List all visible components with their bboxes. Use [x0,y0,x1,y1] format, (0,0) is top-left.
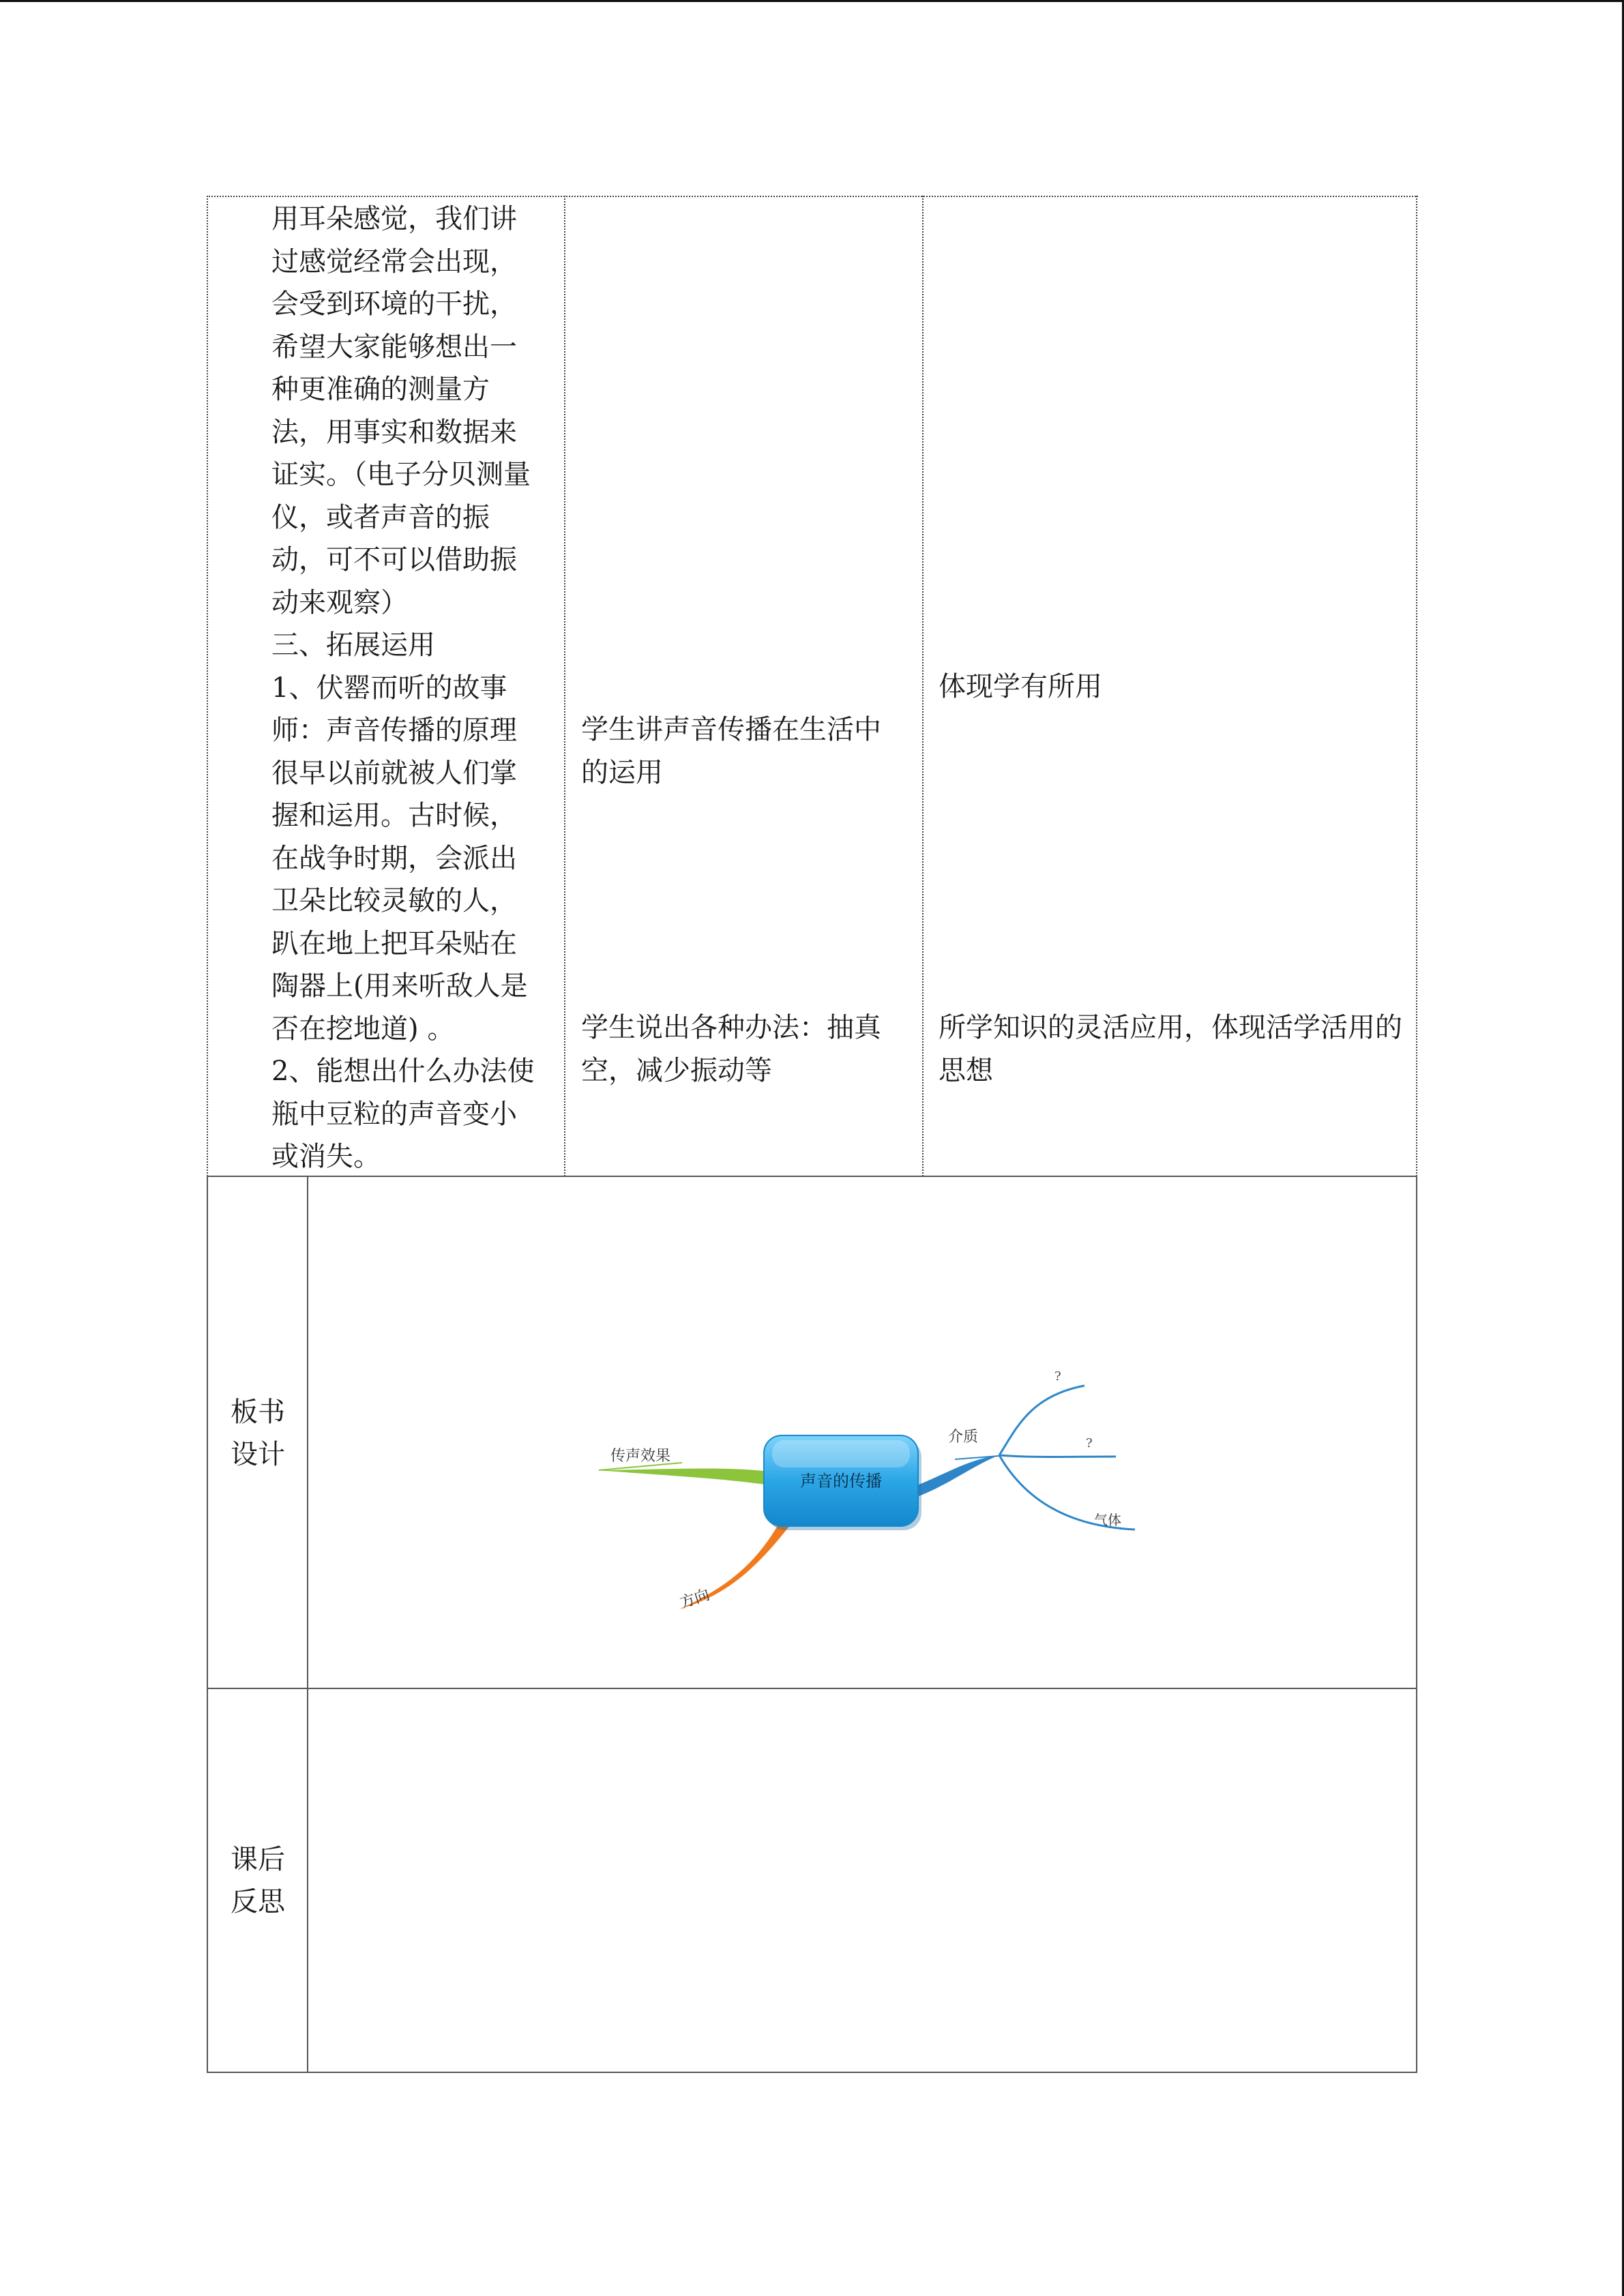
mindmap-label-bottom: 方向 [678,1586,712,1612]
mindmap-center-highlight [772,1440,910,1467]
table-left-border-upper [207,196,208,1176]
board-design-label: 板书 设计 [231,1397,285,1470]
mindmap-label-sub-top: ? [1054,1369,1061,1384]
mindmap-branch-right [914,1455,999,1497]
mindmap-diagram [587,1357,1160,1630]
design-intent-text-1: 体现学有所用 [939,671,1102,702]
table-right-border-upper [1416,196,1417,1176]
student-activity-text-2: 学生说出各种办法：抽真 空，减少振动等 [581,1012,881,1086]
teaching-process-text: 用耳朵感觉，我们讲 过感觉经常会出现， 会受到环境的干扰， 希望大家能够想出一 种更准确的测量方 法，用事实和数据来 证实。（电子分贝测量 仪，或者声音的振 动，可不可以借助振 动来观察） 三、拓展运用 1、伏罂而听的故事 师：声音传播的原理 很早以前就被人们掌 握和运用。古时候， 在战争时期，会派出 卫朵比较灵敏的人， 趴在地上把耳朵贴在 陶器上(用来听敌人是 否在挖地道) 。 2、能想出什么办法使 瓶中豆粒的声音变小 或消失。 [271,203,535,1172]
table-bottom-border [207,2072,1417,2073]
design-intent-text-2: 所学知识的灵活应用，体现活学活用的 思想 [939,1012,1402,1086]
table-top-border [207,196,1418,197]
column-divider-2 [922,196,924,1176]
table-left-border-lower [207,1176,208,2073]
mindmap-label-sub-bottom: 气体 [1094,1512,1121,1528]
mindmap-label-right: 介质 [948,1429,979,1446]
mindmap-sub-branch-top [999,1386,1084,1455]
column-divider-1 [564,196,565,1176]
mindmap-branch-left [597,1469,769,1485]
mindmap-sub-branch-middle [999,1455,1116,1457]
table-right-border-lower [1416,1176,1417,2073]
student-activity-text-1: 学生讲声音传播在生活中 的运用 [581,714,881,788]
reflection-label: 课后 反思 [231,1844,285,1918]
mindmap-label-left: 传声效果 [610,1448,671,1465]
row-divider-reflection [207,1688,1417,1689]
mindmap-label-sub-middle: ? [1086,1436,1093,1450]
label-column-divider [307,1176,308,2073]
page-top-border [0,0,1624,2]
mindmap-center-label: 声音的传播 [800,1472,882,1491]
